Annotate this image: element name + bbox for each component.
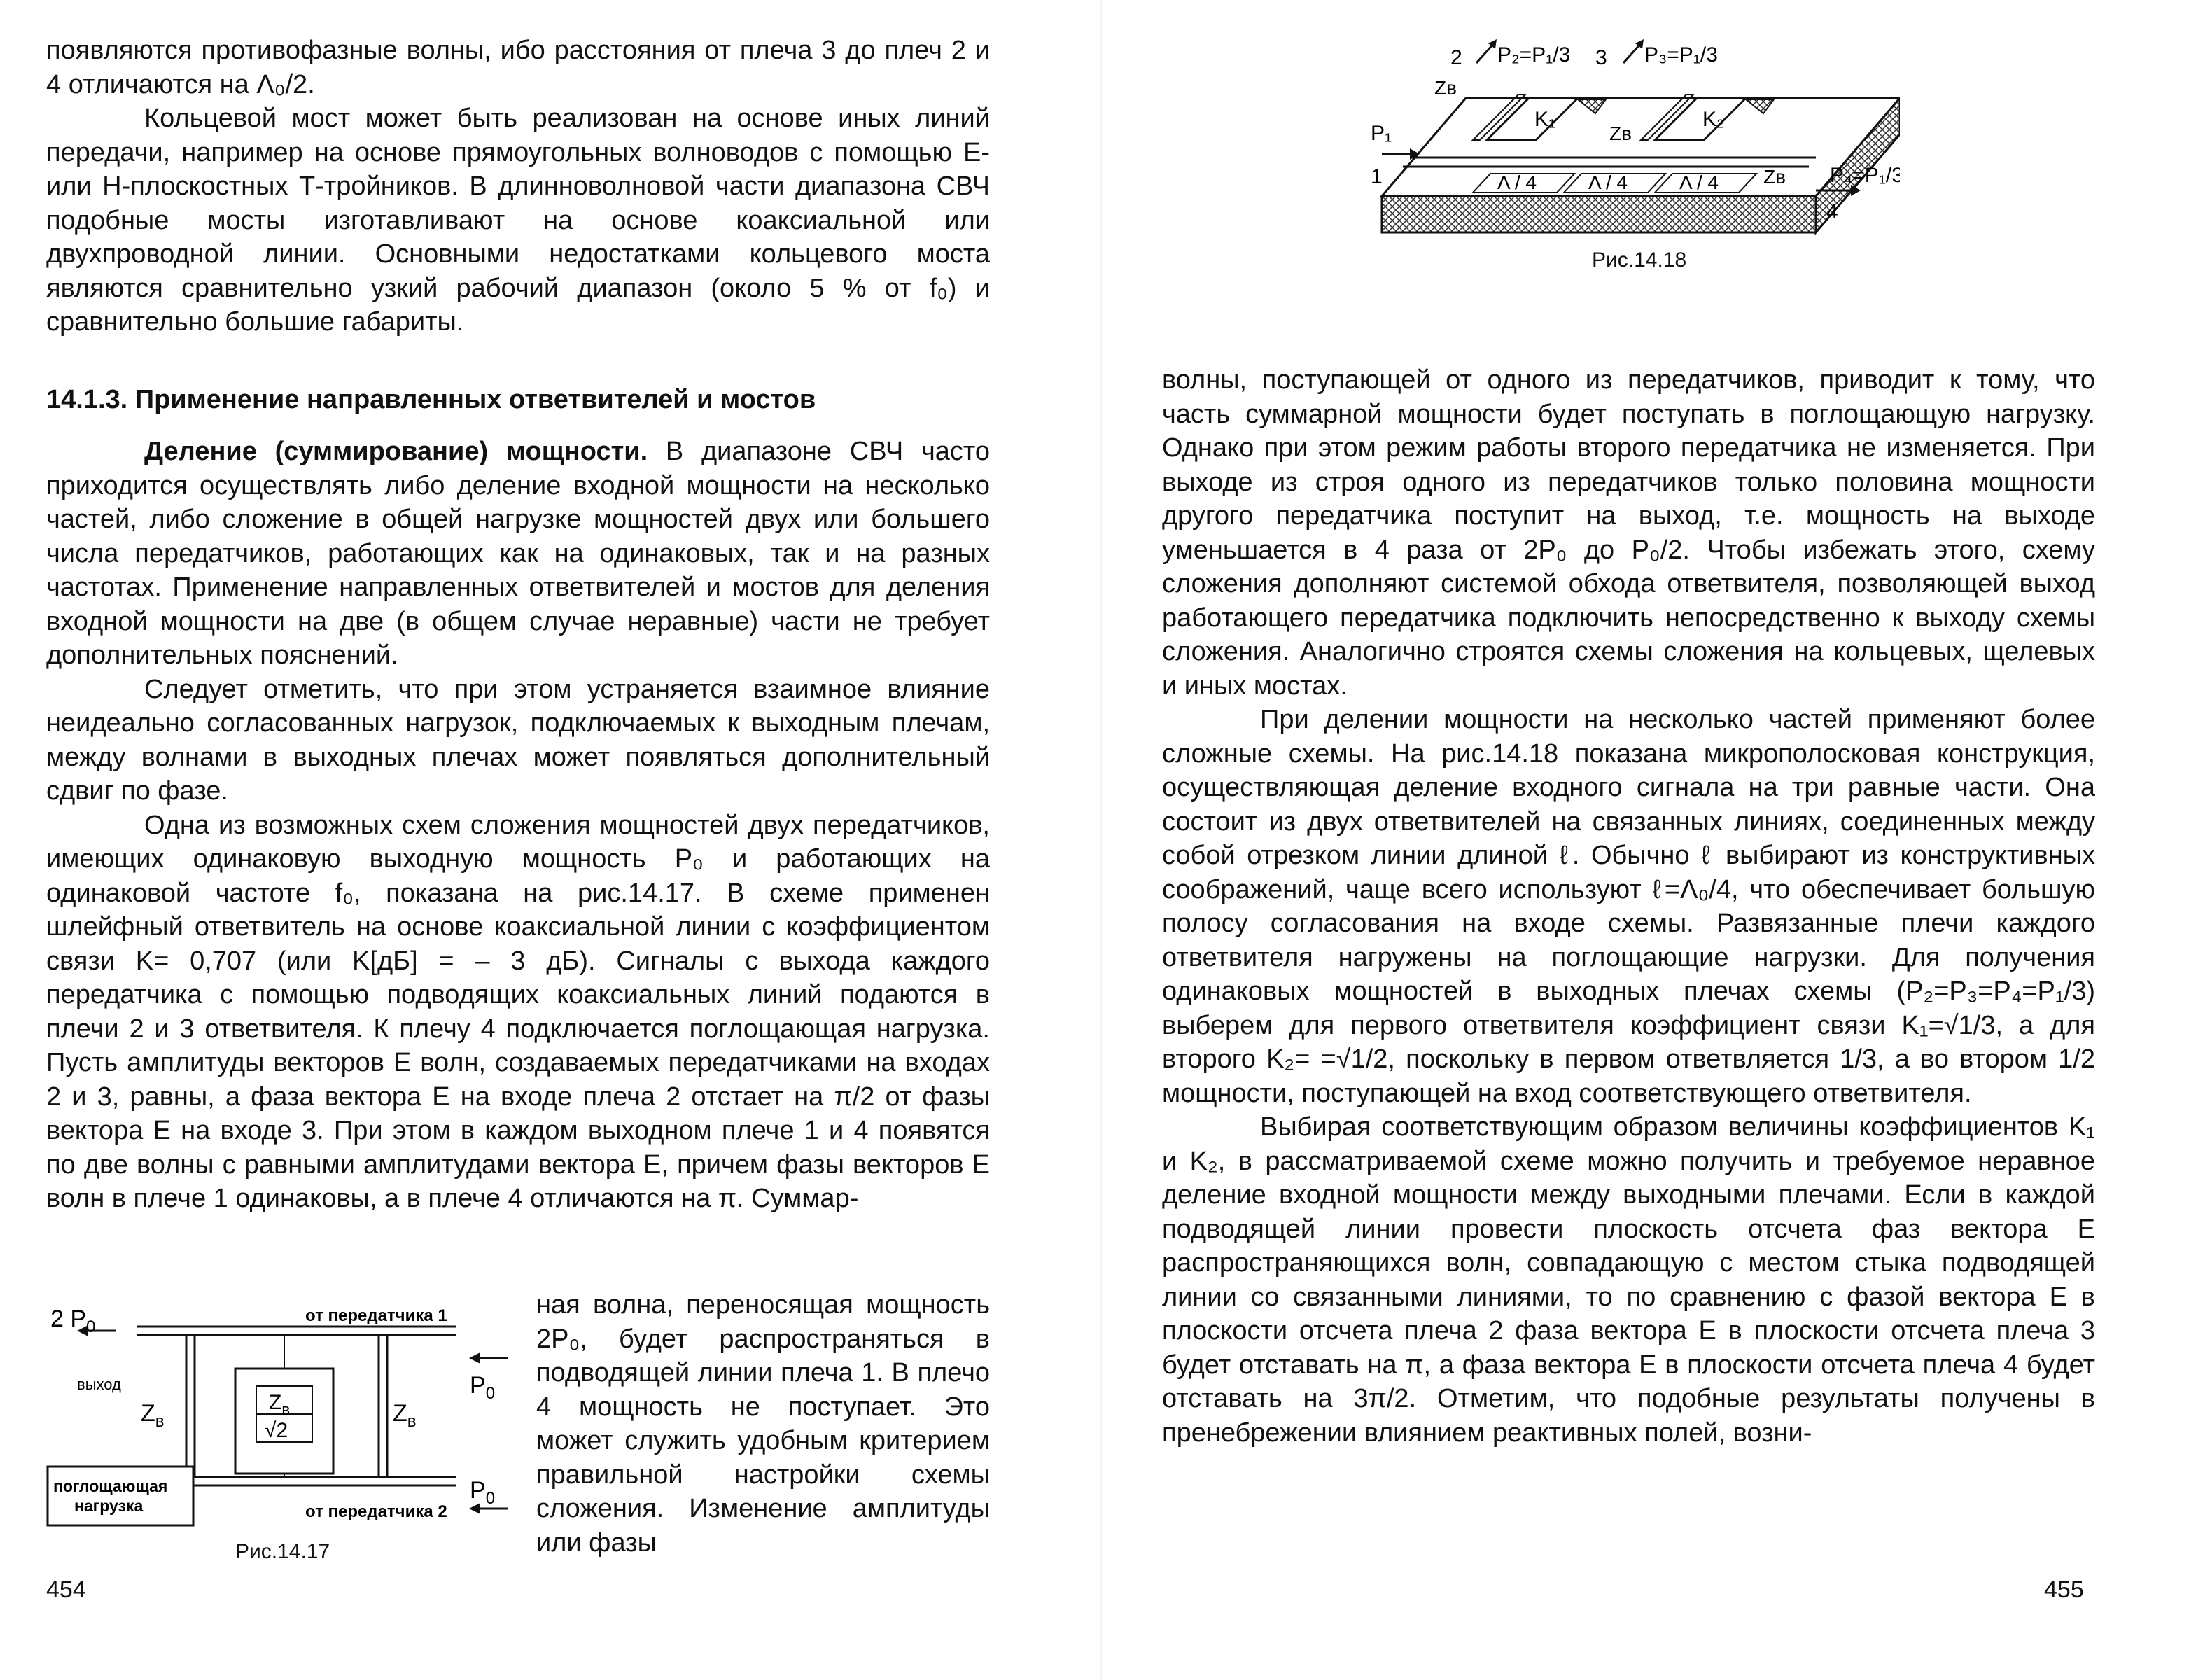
right-page xyxy=(1102,0,2203,1680)
label-p0-top: $P_0$ xyxy=(470,1372,496,1403)
label-zb-left: $Z_в$ xyxy=(141,1400,165,1431)
label-output: выход xyxy=(77,1376,121,1393)
section-heading: 14.1.3. Применение направленных ответвителей и мостов xyxy=(46,384,816,414)
label-p2: P₂=P₁/3 xyxy=(1497,43,1571,66)
figure-caption: Рис.14.18 xyxy=(1592,248,1687,272)
label-zb-1: Zв xyxy=(1434,77,1457,99)
label-p0-bottom: $P_0$ xyxy=(470,1477,496,1508)
label-k1: K₁ xyxy=(1534,108,1556,131)
label-zb-3: Zв xyxy=(1763,166,1786,188)
paragraph: Кольцевой мост может быть реализован на основе иных линий передачи, например на основе прямоугольных волноводов с помощью E- или H-плоскостных Т-тройников. В длинноволновой части диапазона СВЧ подобные мосты изготавливают на основе коаксиальной или двухпроводной линии. Основными недостатками кольцевого моста являются сравнительно узкий рабочий диапазон (около 5 % от f₀) и сравнительно большие габариты. xyxy=(46,104,990,337)
figure-14-17-diagram xyxy=(46,1298,508,1558)
label-p3: P₃=P₁/3 xyxy=(1644,43,1718,66)
label-from-tx1: от передатчика 1 xyxy=(305,1306,447,1325)
label-quarter-1: Λ / 4 xyxy=(1497,172,1537,193)
label-quarter-3: Λ / 4 xyxy=(1679,172,1719,193)
label-zb-right: $Z_в$ xyxy=(393,1400,417,1431)
label-zb-2: Zв xyxy=(1609,122,1632,144)
paragraph: При делении мощности на несколько частей применяют более сложные схемы. На рис.14.18 показана микрополосковая конструкция, осуществляющая деление входного сигнала на три равные части. Она состоит из двух ответвителей на связанных линиях, соединенных между собой отрезком линии длиной ℓ. Обычно ℓ выбирают из конструктивных соображений, чаще всего используют ℓ=Λ₀/4, что обеспечивает большую полосу согласования на входе схемы. Развязанные плечи каждого ответвителя нагружены на поглощающие нагрузки. Для получения одинаковых мощностей в выходных плечах схемы (P₂=P₃=P₄=P₁/3) выберем для первого ответвителя коэффициент связи K₁=√1/3, а для второго K₂= =√1/2, поскольку в первом ответвляется 1/3, а во втором 1/2 мощности, поступающей на вход соответствующего ответвителя. xyxy=(1162,705,2095,1108)
figure-14-18-diagram xyxy=(1368,35,1900,245)
label-port4: 4 xyxy=(1826,200,1838,223)
label-port2: 2 xyxy=(1450,46,1462,69)
label-out-power: 2 $P_0$ xyxy=(50,1306,96,1336)
text-beside-figure: ная волна, переносящая мощность 2P₀, будет распространяться в подводящей линии плеча 1. В плечо 4 мощность не поступает. Это может служить удобным критерием правильной настройки схемы сложения. Изменение амплитуды или фазы xyxy=(536,1290,990,1558)
label-load-2: нагрузка xyxy=(74,1497,144,1515)
paragraph-text: В диапазоне СВЧ часто приходится осуществлять либо деление входной мощности на несколько частей, либо сложение в общей нагрузке мощностей двух или большего числа передатчиков, работающих как на одинаковых, так и на разных частотах. Применение направленных ответвителей и мостов для деления входной мощности на две (в общем случае неравные) части не требует дополнительных пояснений. xyxy=(46,437,990,670)
left-page xyxy=(0,0,1101,1680)
label-port1: 1 xyxy=(1371,165,1383,188)
label-p4: P₄=P₁/3 xyxy=(1830,164,1900,187)
label-load-1: поглощающая xyxy=(53,1477,168,1495)
page-number: 455 xyxy=(2044,1576,2084,1603)
label-quarter-2: Λ / 4 xyxy=(1588,172,1628,193)
left-text-column xyxy=(46,34,990,1216)
paragraph: волны, поступающей от одного из передатчиков, приводит к тому, что часть суммарной мощности будет поступать в поглощающую нагрузку. Однако при этом режим работы второго передатчика не изменяется. При выходе из строя одного из передатчиков только половина мощности другого передатчика поступит на выход, т.е. мощность на выходе уменьшается в 4 раза от 2P₀ до P₀/2. Чтобы избежать этого, схему сложения дополняют системой обхода ответвителя, позволяющей выход работающего передатчика подключить непосредственно к выходу схемы сложения. Аналогично строятся схемы сложения на кольцевых, щелевых и иных мостах. xyxy=(1162,365,2095,701)
paragraph: Одна из возможных схем сложения мощностей двух передатчиков, имеющих одинаковую выходную мощность P₀ и работающих на одинаковой частоте f₀, показана на рис.14.17. В схеме применен шлейфный ответвитель на основе коаксиальной линии с коэффициентом связи K= 0,707 (или K[дБ] = – 3 дБ). Сигналы с выхода каждого передатчика с помощью подводящих коаксиальных линий подаются в плечи 2 и 3 ответвителя. К плечу 4 подключается поглощающая нагрузка. Пусть амплитуды векторов E волн, создаваемых передатчиками на входах 2 и 3, равны, а фаза вектора E на входе плеча 2 отстает на π/2 от фазы вектора E на входе 3. При этом в каждом выходном плече 1 и 4 появятся по две волны с равными амплитудами вектора E, причем фазы векторов E волн в плече 1 одинаковы, а в плече 4 отличаются на π. Суммар- xyxy=(46,810,990,1213)
figure-14-17 xyxy=(46,1298,508,1563)
page-number: 454 xyxy=(46,1576,86,1603)
figure-14-18 xyxy=(1368,35,1900,272)
label-p1: P₁ xyxy=(1371,122,1392,145)
paragraph: Следует отметить, что при этом устраняется взаимное влияние неидеально согласованных нагрузок, подключаемых к выходным плечам, между волнами в выходных плечах может появляться дополнительный сдвиг по фазе. xyxy=(46,674,990,806)
label-zb-center: $Z_в$ xyxy=(269,1391,291,1418)
lead-in: Деление (суммирование) мощности. xyxy=(144,437,648,466)
figure-caption: Рис.14.17 xyxy=(235,1540,330,1563)
label-k2: K₂ xyxy=(1702,108,1725,131)
paragraph: Выбирая соответствующим образом величины коэффициентов K₁ и K₂, в рассматриваемой схеме можно получить и требуемое неравное деление входной мощности между выходными плечами. Если в каждой подводящей линии провести плоскость отсчета фаз вектора E распространяющихся волн, совпадающую с местом стыка подводящей линии со связанными линиями, то по сравнению с фазой вектора E в плоскости отсчета плеча 2 фаза вектора E в плоскости отсчета плеча 3 будет отставать на π, а фаза вектора E в плоскости отсчета плеча 4 будет отставать на 3π/2. Отметим, что подобные результаты получены в пренебрежении влиянием реактивных полей, возни- xyxy=(1162,1112,2095,1448)
label-from-tx2: от передатчика 2 xyxy=(305,1502,447,1521)
label-port3: 3 xyxy=(1595,46,1607,69)
label-sqrt2: √2 xyxy=(265,1419,288,1442)
right-text-column xyxy=(1162,363,2095,1450)
paragraph xyxy=(46,435,990,673)
paragraph: появляются противофазные волны, ибо расстояния от плеча 3 до плеч 2 и 4 отличаются на Λ₀/2. xyxy=(46,36,990,99)
